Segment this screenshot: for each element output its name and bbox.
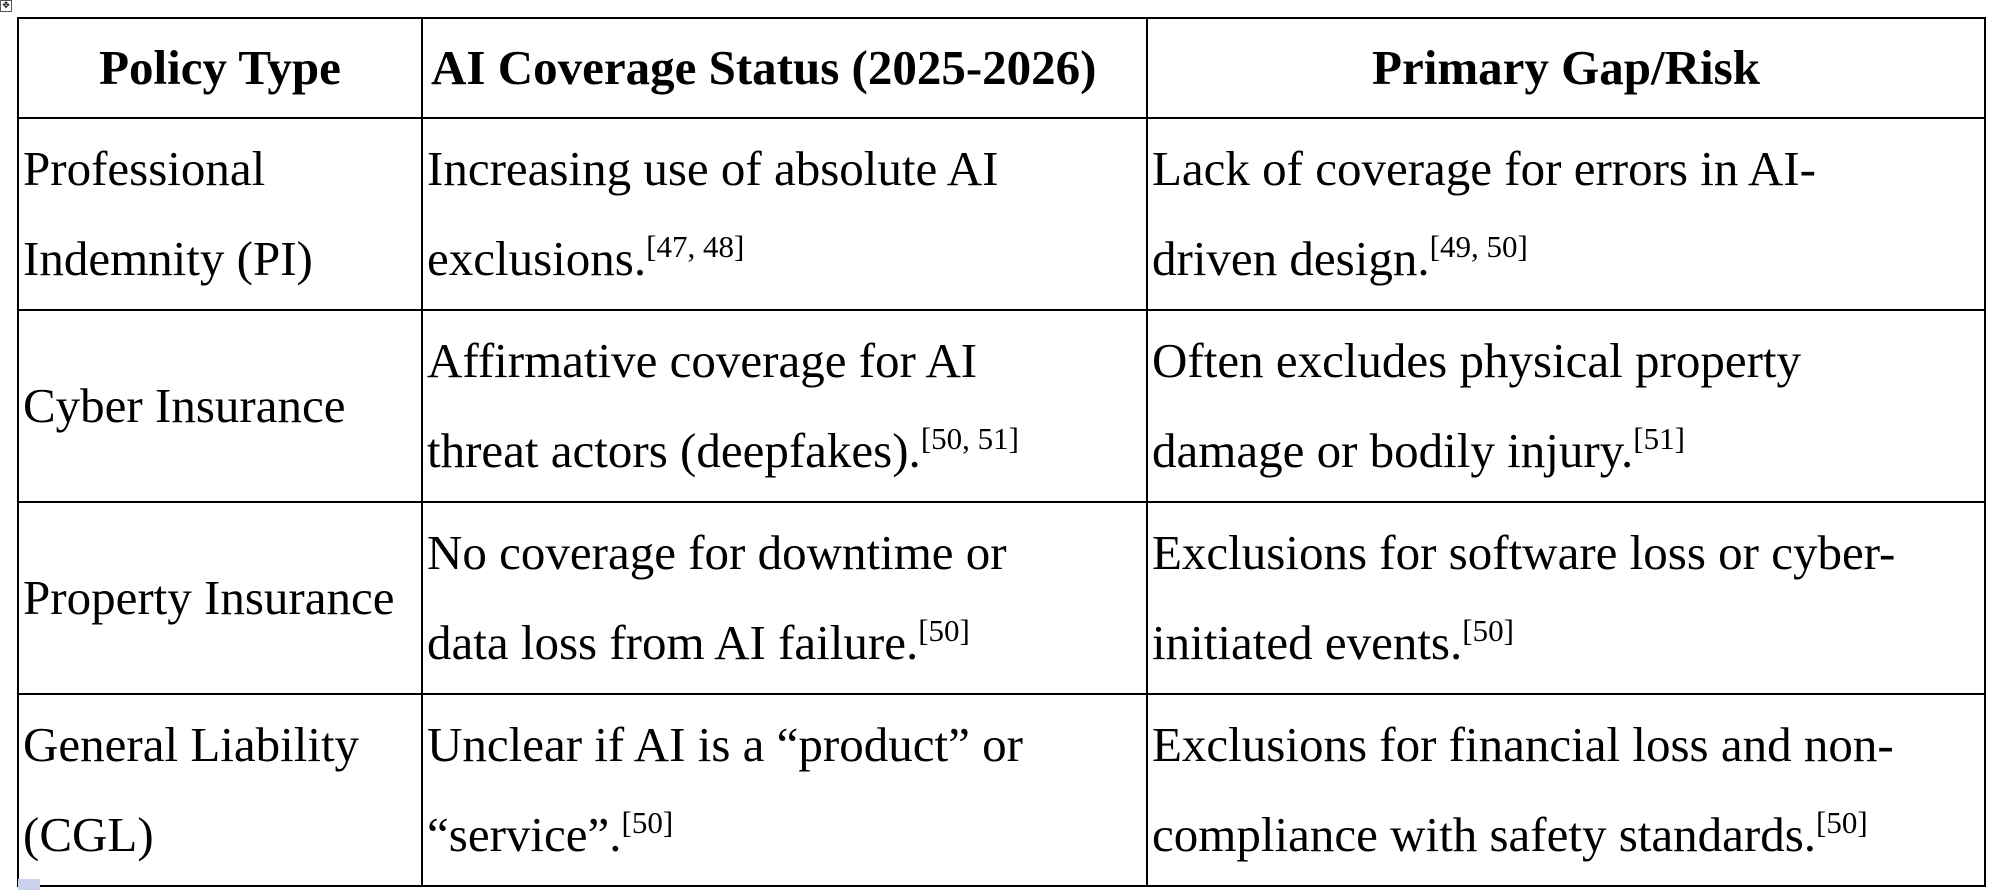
header-primary-gap-risk: Primary Gap/Risk <box>1147 18 1985 118</box>
cell-text-line-with-citation <box>1152 406 1984 496</box>
cell-text-line: Lack of coverage for errors in AI- <box>1152 141 1816 196</box>
coverage-status-cell <box>422 310 1147 502</box>
header-policy-type: Policy Type <box>18 18 422 118</box>
table-resize-handle[interactable] <box>18 879 40 890</box>
cell-text-line: Property Insurance <box>23 570 395 625</box>
gap-risk-cell <box>1147 502 1985 694</box>
policy-type-cell <box>18 118 422 310</box>
coverage-status-cell <box>422 694 1147 886</box>
citation-superscript[interactable]: [50] <box>621 805 674 840</box>
cell-text: data loss from AI failure. <box>427 615 919 670</box>
cell-text-line: Exclusions for financial loss and non- <box>1152 717 1894 772</box>
citation-superscript[interactable]: [50] <box>918 613 970 648</box>
table-header-row <box>18 18 1985 118</box>
cell-text-line-with-citation <box>427 214 1146 304</box>
cell-text-line-with-citation <box>427 598 1146 688</box>
cell-text: initiated events. <box>1152 615 1463 670</box>
header-ai-coverage-status: AI Coverage Status (2025-2026) <box>422 18 1147 118</box>
cell-text-line: Often excludes physical property <box>1152 333 1802 388</box>
cell-text-line: Increasing use of absolute AI <box>427 141 999 196</box>
policy-type-cell <box>18 694 422 886</box>
gap-risk-cell <box>1147 118 1985 310</box>
cell-text-line-with-citation <box>1152 598 1984 688</box>
citation-superscript[interactable]: [49, 50] <box>1429 229 1528 264</box>
citation-superscript[interactable]: [50, 51] <box>920 421 1019 456</box>
table-row <box>18 310 1985 502</box>
cell-text: driven design. <box>1152 231 1430 286</box>
cell-text-line: Professional <box>23 141 266 196</box>
table-row <box>18 694 1985 886</box>
cell-text-line-with-citation <box>427 790 1146 880</box>
citation-superscript[interactable]: [50] <box>1816 805 1868 840</box>
cell-text-line: Affirmative coverage for AI <box>427 333 978 388</box>
cell-text: compliance with safety standards. <box>1152 807 1817 862</box>
cell-text-line: General Liability <box>23 717 360 772</box>
coverage-status-cell <box>422 118 1147 310</box>
policy-type-cell <box>18 310 422 502</box>
policy-type-cell <box>18 502 422 694</box>
gap-risk-cell <box>1147 310 1985 502</box>
coverage-status-cell <box>422 502 1147 694</box>
cell-text-line: Exclusions for software loss or cyber- <box>1152 525 1896 580</box>
cell-text-line-with-citation <box>427 406 1146 496</box>
gap-risk-cell <box>1147 694 1985 886</box>
cell-text-line: Indemnity (PI) <box>23 231 313 286</box>
cell-text-line: Cyber Insurance <box>23 378 346 433</box>
cell-text: damage or bodily injury. <box>1152 423 1634 478</box>
cell-text: exclusions. <box>427 231 647 286</box>
table-row <box>18 502 1985 694</box>
cell-text-line: (CGL) <box>23 807 154 862</box>
cell-text-line: No coverage for downtime or <box>427 525 1007 580</box>
citation-superscript[interactable]: [51] <box>1633 421 1685 456</box>
policy-coverage-table <box>17 17 1986 887</box>
citation-superscript[interactable]: [47, 48] <box>646 229 745 264</box>
cell-text-line-with-citation <box>1152 214 1984 304</box>
table-move-handle-icon[interactable]: ✥ <box>0 0 12 12</box>
cell-text: threat actors (deepfakes). <box>427 423 921 478</box>
cell-text: “service”. <box>427 807 622 862</box>
table-row <box>18 118 1985 310</box>
cell-text-line-with-citation <box>1152 790 1984 880</box>
citation-superscript[interactable]: [50] <box>1462 613 1514 648</box>
cell-text-line: Unclear if AI is a “product” or <box>427 717 1023 772</box>
